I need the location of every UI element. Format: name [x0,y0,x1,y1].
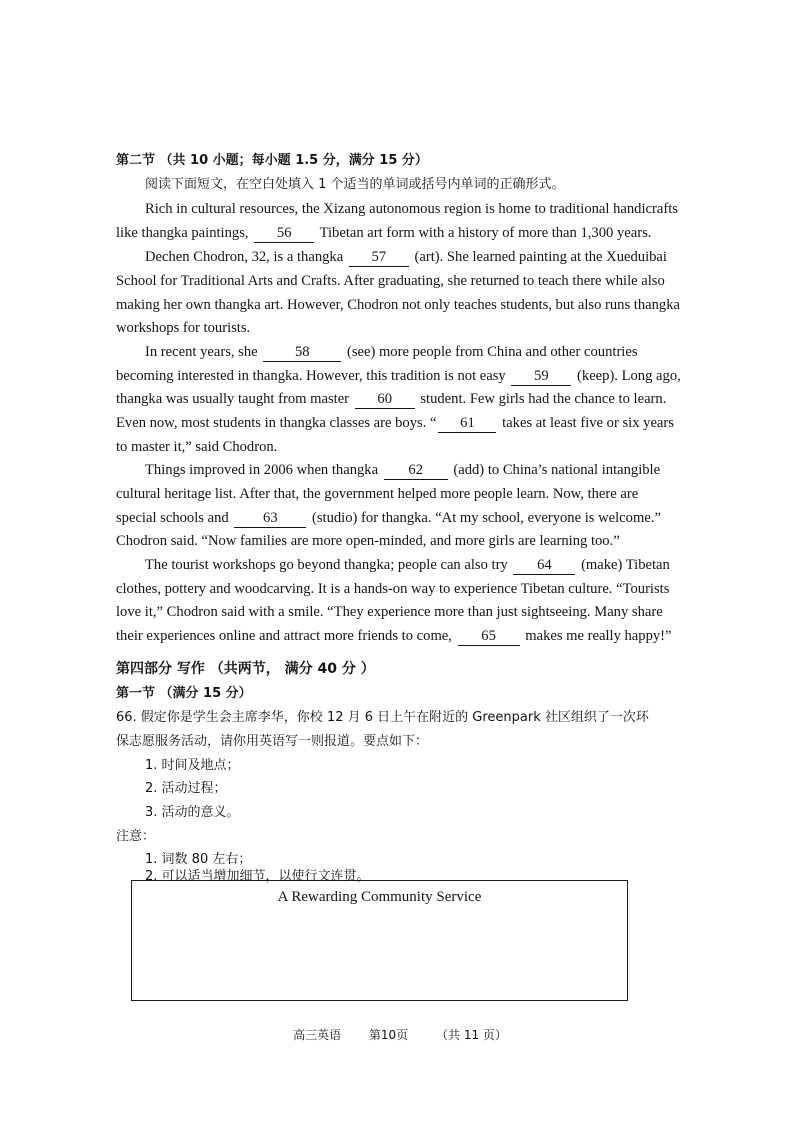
question-text: 66. 假定你是学生会主席李华，你校 12 月 6 日上午在附近的 Greenpark 社区组织了一次环 [116,710,649,725]
passage-line [116,365,681,387]
passage-line [116,388,666,410]
passage-line: making her own thangka art. However, Chodron not only teaches students, but also runs thangka [116,297,680,313]
passage-line: clothes, pottery and woodcarving. It is a hands-on way to experience Tibetan culture. “Tourists [116,581,670,597]
passage-line: Rich in cultural resources, the Xizang autonomous region is home to traditional handicrafts [145,201,678,217]
passage-text: Tibetan art form with a history of more than 1,300 years. [319,225,652,241]
footer-subject: 高三英语 [293,1028,342,1042]
passage-line [145,554,670,576]
note-item: 2. 可以适当增加细节，以使行文连贯。 [145,869,370,884]
page-footer [0,1026,800,1043]
passage-text: (see) more people from China and other countries [346,344,638,360]
answer-blank-57[interactable]: 57 [349,248,409,267]
footer-page-number: 第10页 [368,1028,409,1042]
passage-text: (studio) for thangka. “At my school, everyone is welcome.” [311,510,661,526]
answer-blank-59[interactable]: 59 [511,367,571,386]
passage-text: their experiences online and attract more friends to come, [116,628,452,644]
passage-text: (keep). Long ago, [577,368,681,384]
passage-text: Things improved in 2006 when thangka [145,462,379,478]
answer-blank-56[interactable]: 56 [254,224,314,243]
passage-text: (add) to China’s national intangible [453,462,661,478]
passage-text: (make) Tibetan [581,557,670,573]
passage-line [116,412,674,434]
writing-box-title: A Rewarding Community Service [277,889,482,905]
passage-text: In recent years, she [145,344,258,360]
requirement-item: 1. 时间及地点； [145,758,240,773]
passage-line [116,222,651,244]
answer-blank-64[interactable]: 64 [513,556,575,575]
passage-text: like thangka paintings, [116,225,249,241]
passage-text: The tourist workshops go beyond thangka; people can also try [145,557,508,573]
answer-blank-58[interactable]: 58 [263,343,341,362]
passage-text: Even now, most students in thangka classes are boys. “ [116,415,437,431]
passage-line: cultural heritage list. After that, the government helped more people learn. Now, there are [116,486,639,502]
writing-answer-box[interactable] [131,880,628,1001]
passage-text: (art). She learned painting at the Xueduibai [414,249,667,265]
requirement-item: 2. 活动过程； [145,781,227,796]
sub-heading: 第一节 （满分 15 分） [116,686,252,701]
passage-line: School for Traditional Arts and Crafts. After graduating, she returned to teach there while also [116,273,665,289]
passage-text: takes at least five or six years [502,415,674,431]
part-heading: 第四部分 写作 （共两节， 满分 40 分 ） [116,661,375,677]
passage-text: special schools and [116,510,229,526]
instruction-text: 阅读下面短文，在空白处填入 1 个适当的单词或括号内单词的正确形式。 [145,177,565,192]
requirement-item: 3. 活动的意义。 [145,805,240,820]
passage-text: becoming interested in thangka. However, this tradition is not easy [116,368,506,384]
answer-blank-61[interactable]: 61 [438,414,496,433]
passage-line [145,246,667,268]
answer-blank-65[interactable]: 65 [458,627,520,646]
passage-line [145,341,638,363]
passage-text: Dechen Chodron, 32, is a thangka [145,249,344,265]
passage-text: student. Few girls had the chance to learn. [420,391,667,407]
note-item: 1. 词数 80 左右； [145,852,252,867]
answer-blank-62[interactable]: 62 [384,461,448,480]
passage-line: Chodron said. “Now families are more open-minded, and more girls are learning too.” [116,533,620,549]
passage-line: workshops for tourists. [116,320,251,336]
question-text: 保志愿服务活动，请你用英语写一则报道。要点如下： [116,734,429,749]
passage-line [116,507,661,529]
answer-blank-60[interactable]: 60 [355,390,415,409]
passage-line: to master it,” said Chodron. [116,439,278,455]
passage-text: makes me really happy!” [525,628,672,644]
passage-line [116,625,672,647]
note-label: 注意： [116,829,156,844]
footer-total-pages: （共 11 页） [436,1028,507,1042]
section-heading: 第二节 （共 10 小题；每小题 1.5 分，满分 15 分） [116,153,428,168]
answer-blank-63[interactable]: 63 [234,509,306,528]
passage-line [145,459,660,481]
passage-text: thangka was usually taught from master [116,391,350,407]
passage-line: love it,” Chodron said with a smile. “They experience more than just sightseeing. Many share [116,604,663,620]
